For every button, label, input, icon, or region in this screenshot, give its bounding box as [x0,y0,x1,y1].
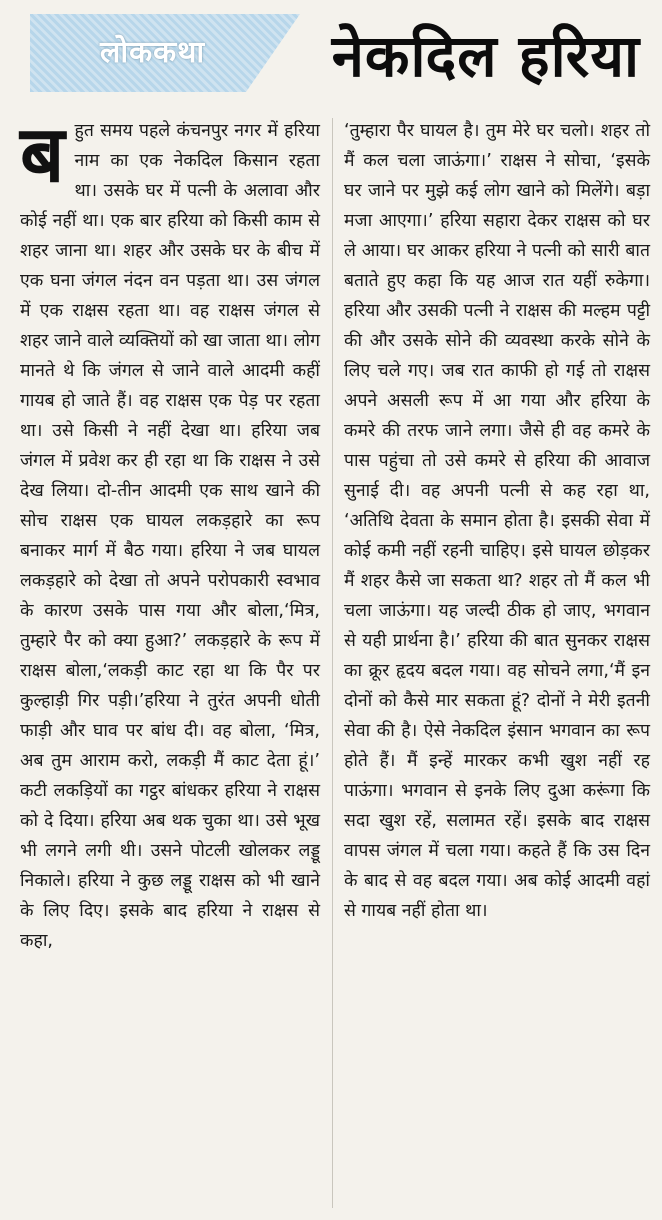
column-divider [332,118,333,1208]
article-column-left [20,109,320,956]
drop-cap: ब [20,109,65,200]
article-text-left: हुत समय पहले कंचनपुर नगर में हरिया नाम का एक नेकदिल किसान रहता था। उसके घर में पत्नी के अलावा और कोई नहीं था। एक बार हरिया को किसी काम से शहर जाना था। शहर और उसके घर के बीच में एक घना जंगल नंदन वन पड़ता था। उस जंगल में एक राक्षस रहता था। वह राक्षस जंगल से शहर जाने वाले व्यक्तियों को खा जाता था। लोग मानते थे कि जंगल से जाने वाले आदमी कहीं गायब हो जाते हैं। वह राक्षस एक पेड़ पर रहता था। उसे किसी ने नहीं देखा था। हरिया जब जंगल में प्रवेश कर ही रहा था कि राक्षस ने उसे देख लिया। दो-तीन आदमी एक साथ खाने की सोच राक्षस एक घायल लकड़हारे का रूप बनाकर मार्ग में बैठ गया। हरिया ने जब घायल लकड़हारे को देखा तो अपने परोपकारी स्वभाव के कारण उसके पास गया और बोला,‘मित्र, तुम्हारे पैर को क्या हुआ?’ लकड़हारे के रूप में राक्षस बोला,‘लकड़ी काट रहा था कि पैर पर कुल्हाड़ी गिर पड़ी।’हरिया ने तुरंत अपनी धोती फाड़ी और घाव पर बांध दी। वह बोला, ‘मित्र, अब तुम आराम करो, लकड़ी मैं काट देता हूं।’ कटी लकड़ियों का गट्ठर बांधकर हरिया ने राक्षस को दे दिया। हरिया अब थक चुका था। उसे भूख भी लगने लगी थी। उसने पोटली खोलकर लड्डू निकाले। हरिया ने कुछ लड्डू राक्षस को भी खाने के लिए दिए। इसके बाद हरिया ने राक्षस से कहा, [20,121,320,951]
section-tag: लोककथा [100,35,206,70]
header [0,0,662,108]
article-column-right [344,116,650,926]
story-title: नेकदिल हरिया [331,22,640,90]
article-text-right: ‘तुम्हारा पैर घायल है। तुम मेरे घर चलो। शहर तो मैं कल चला जाऊंगा।’ राक्षस ने सोचा, ‘इसके घर जाने पर मुझे कई लोग खाने को मिलेंगे। बड़ा मजा आएगा।’ हरिया सहारा देकर राक्षस को घर ले आया। घर आकर हरिया ने पत्नी को सारी बात बताते हुए कहा कि यह आज रात यहीं रुकेगा। हरिया और उसकी पत्नी ने राक्षस की मल्हम पट्टी की और उसके सोने की व्यवस्था करके सोने के लिए चले गए। जब रात काफी हो गई तो राक्षस अपने असली रूप में आ गया और हरिया के कमरे की तरफ जाने लगा। जैसे ही वह कमरे के पास पहुंचा तो उसे कमरे से हरिया की आवाज सुनाई दी। वह अपनी पत्नी से कह रहा था, ‘अतिथि देवता के समान होता है। इसकी सेवा में कोई कमी नहीं रहनी चाहिए। इसे घायल छोड़कर मैं शहर कैसे जा सकता था? शहर तो मैं कल भी चला जाऊंगा। यह जल्दी ठीक हो जाए, भगवान से यही प्रार्थना है।’ हरिया की बात सुनकर राक्षस का क्रूर हृदय बदल गया। वह सोचने लगा,‘मैं इन दोनों को कैसे मार सकता हूं? दोनों ने मेरी इतनी सेवा की है। ऐसे नेकदिल इंसान भगवान का रूप होते हैं। मैं इन्हें मारकर कभी खुश नहीं रह पाऊंगा। भगवान से इनके लिए दुआ करूंगा कि सदा खुश रहें, सलामत रहें। इसके बाद राक्षस वापस जंगल में चला गया। कहते हैं कि उस दिन के बाद से वह बदल गया। अब कोई आदमी वहां से गायब नहीं होता था। [344,121,650,921]
